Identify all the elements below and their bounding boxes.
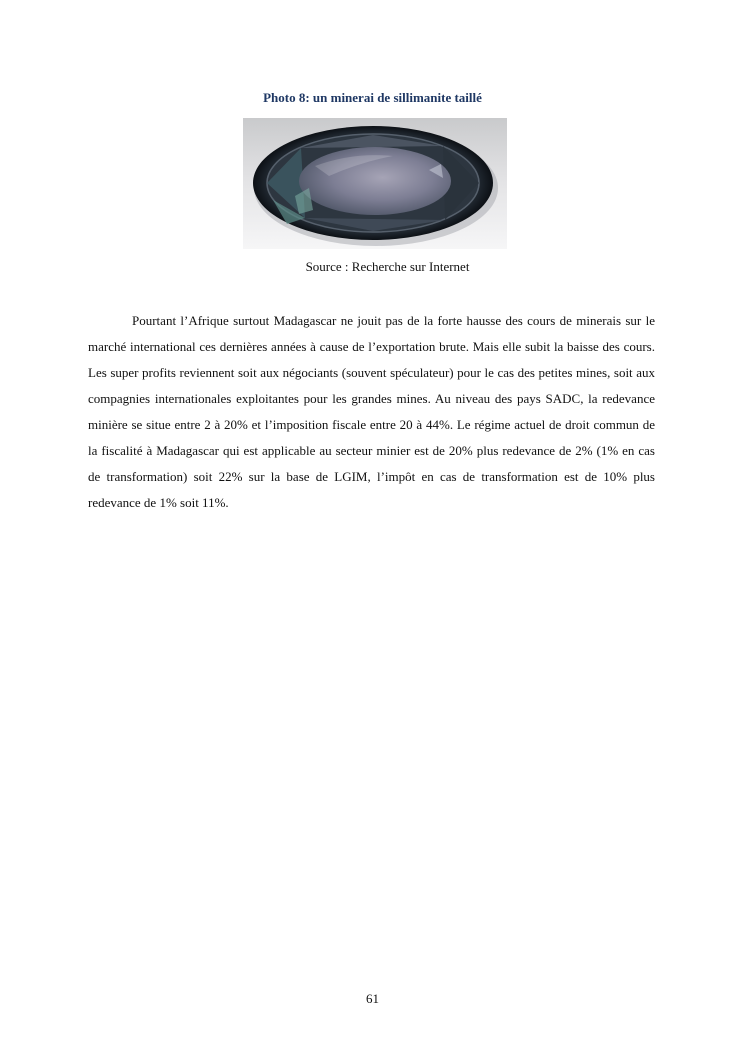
photo-caption: Photo 8: un minerai de sillimanite taillé	[263, 90, 482, 105]
page-number: 61	[366, 991, 379, 1006]
photo-source: Source : Recherche sur Internet	[305, 259, 470, 274]
body-paragraph: Pourtant l’Afrique surtout Madagascar ne jouit pas de la forte hausse des cours de minerais sur le marché international ces dernières années à cause de l’exportation brute. Mais elle subit la baisse des cours. Les super profits reviennent soit aux négociants (souvent spéculateur) pour le cas des petites mines, soit aux compagnies internationales exploitantes pour les grandes mines. Au niveau des pays SADC, la redevance minière se situe entre 2 à 20% et l’imposition fiscale entre 20 à 44%. Le régime actuel de droit commun de la fiscalité à Madagascar qui est applicable au secteur minier est de 20% plus redevance de 2% (1% en cas de transformation) soit 22% sur la base de LGIM, l’impôt en cas de transformation est de 10% plus redevance de 1% soit 11%.	[88, 313, 655, 510]
gemstone-photo	[243, 118, 507, 249]
